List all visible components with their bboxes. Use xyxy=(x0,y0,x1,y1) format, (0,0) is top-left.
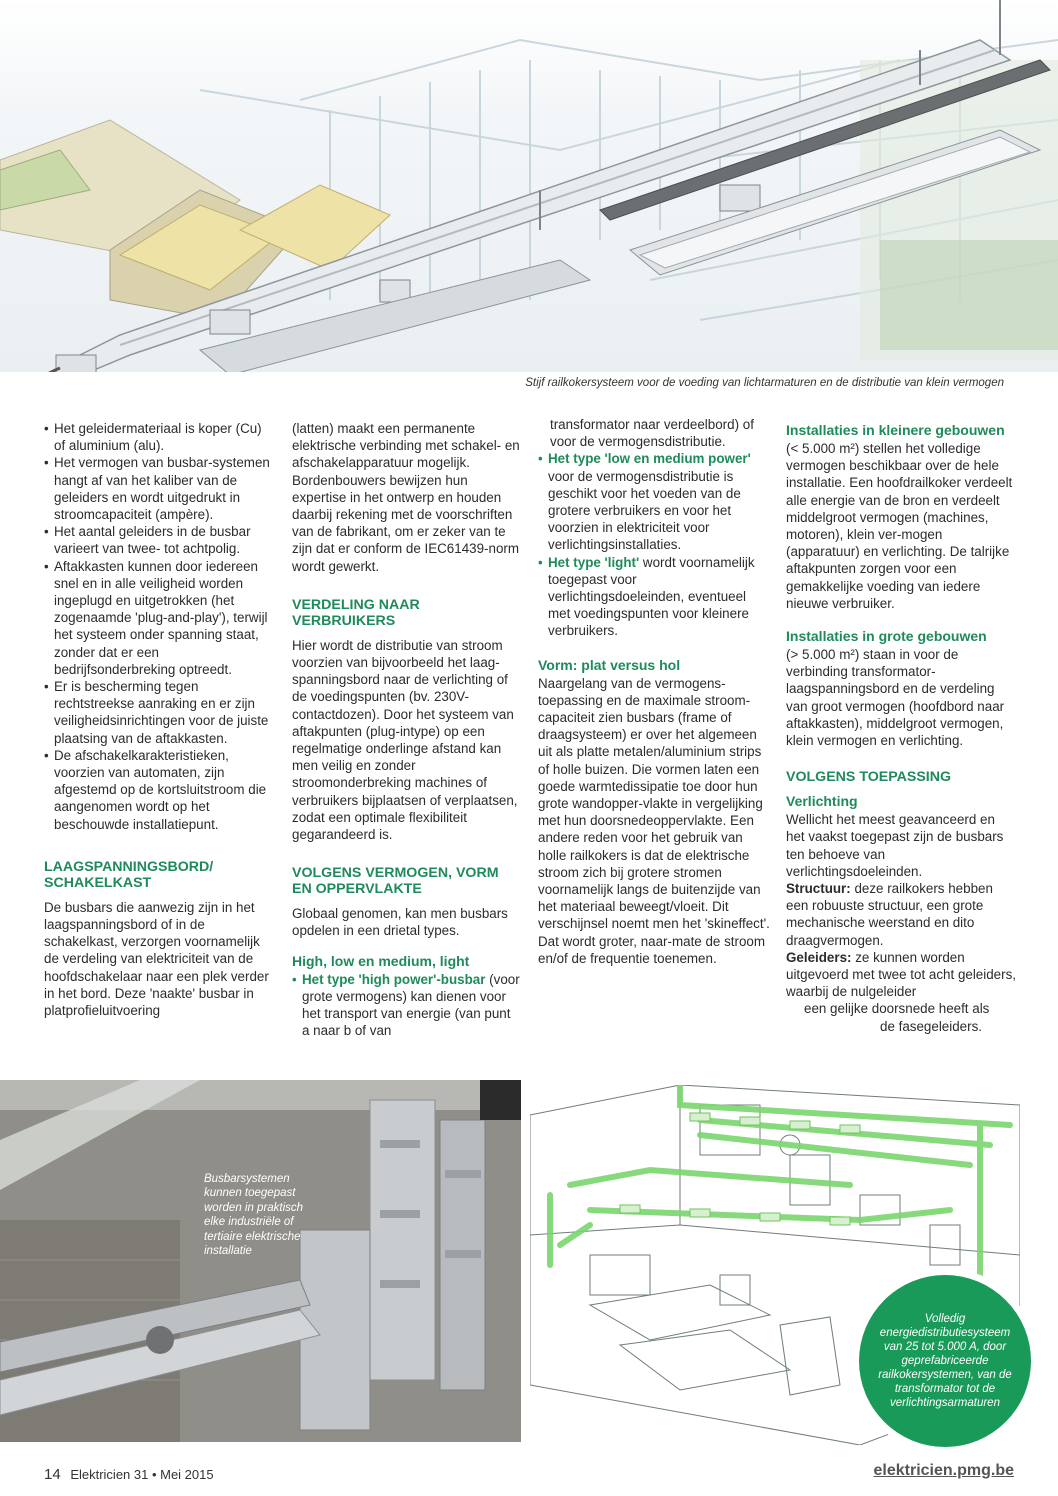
section-heading: VOLGENS VERMOGEN, VORM EN OPPERVLAKTE xyxy=(292,865,499,898)
paragraph: (< 5.000 m²) stellen het volledige vermogen beschikbaar over de hele installatie. Een hoofdrailkoker verdeelt alle energie van de bron en verdeelt middelgroot vermogen (machines, motoren), klein ver-mogen (apparatuur) en verlichting. De talrijke aftakpunten zorgen voor een gemakkelijke voeding van iedere nieuwe verbruiker. xyxy=(786,441,1013,611)
paragraph-line: een gelijke doorsnede heeft als xyxy=(804,1001,990,1017)
list-item xyxy=(538,450,770,553)
issue-label: Elektricien 31 • Mei 2015 xyxy=(70,1467,214,1482)
subheading: Installaties in grote gebouwen xyxy=(786,628,987,645)
busbar-lighting-illustration xyxy=(0,0,1058,372)
page-number: 14 xyxy=(44,1466,61,1483)
paragraph: De busbars die aanwezig zijn in het laagspanningsbord of in de schakelkast, verzorgen voornamelijk de verdeling van elektriciteit van de hoofdschakelaar naar een plek verder in het bord. Deze 'naakte' busbar in platprofieluitvoering xyxy=(44,899,269,1019)
conductors-text: ze kunnen worden uitgevoerd met twee tot acht geleiders, waarbij de nulgeleider xyxy=(786,949,1017,1000)
type-label: Het type 'light' xyxy=(548,554,640,570)
paragraph: transformator naar verdeelbord) of voor de vermogensdistributie. xyxy=(550,417,754,450)
hero-illustration xyxy=(0,0,1058,372)
subheading: Verlichting xyxy=(786,793,858,810)
diagram-badge xyxy=(852,1268,1038,1454)
list-item xyxy=(538,554,770,640)
paragraph: (latten) maakt een permanente elektrische verbinding met schakel- en afschakelapparatuur mogelijk. Bordenbouwers bewijzen hun expertise in het ontwerp en houden daarbij rekening met de voorschriften van de fabrikant, om er zeker van te zijn dat er conform de IEC61439-norm wordt gewerkt. xyxy=(292,421,520,574)
section-heading: VERDELING NAAR VERBRUIKERS xyxy=(292,596,420,629)
list-item xyxy=(292,971,520,1040)
paragraph-line: de fasegeleiders. xyxy=(880,1018,982,1034)
busbar-installation-photo xyxy=(0,1080,521,1442)
section-heading: VOLGENS TOEPASSING xyxy=(786,769,952,786)
column-1 xyxy=(44,420,272,1019)
type-label: Het type 'high power'-busbar xyxy=(302,971,486,987)
structure-label: Structuur: xyxy=(786,881,851,897)
badge-text: Volledig energiedistributiesysteem van 25 tot 5.000 A, door geprefabriceerde railkokersystemen, van de transformator tot de verlichtingsarmaturen xyxy=(878,1313,1012,1409)
subheading: Installaties in kleinere gebouwen xyxy=(786,422,1005,438)
badge-circle xyxy=(859,1275,1031,1447)
type-label: Het type 'low en medium power' xyxy=(548,451,751,467)
type-text: (voor grote vermogens) kan dienen voor het transport van energie (van punt a naar b of van xyxy=(302,971,520,1039)
structure-text: deze railkokers hebben een robuuste structuur, een grote mechanische weerstand en dito draagvermogen. xyxy=(786,881,993,948)
paragraph: Naargelang van de vermogens-toepassing en de maximale stroom-capaciteit zien busbars (frame of draagsysteem) er over het algemeen uit als platte metalen/aluminium strips of holle buizen. Die vormen laten een goede warmtedissipatie toe door hun grote wandopper-vlakte in vergelijking met hun doorsnedeoppervlakte. Een andere reden voor het gebruik van holle railkokers is dat de elektrische stroom zich bij grotere stromen voornamelijk langs de buitenzijde van het materiaal beweegt/vloeit. Dit verschijnsel noemt men het 'skineffect'. Dat wordt groter, naar-mate de stroom en/of de frequentie toenemen. xyxy=(538,675,770,966)
paragraph xyxy=(786,949,1016,1001)
paragraph: Globaal genomen, kan men busbars opdelen in een drietal types. xyxy=(292,906,508,939)
paragraph: Wellicht het meest geavanceerd en het vaakst toegepast zijn de busbars ten behoeve van verlichtingsdoeleinden. xyxy=(786,812,1004,879)
type-list xyxy=(538,450,770,639)
photo-caption: Busbarsystemen kunnen toegepast worden in praktisch elke industriële of tertiaire elektrische installatie xyxy=(204,1173,304,1258)
type-text: wordt voornamelijk toegepast voor verlichtingsdoeleinden, eventueel met voedingspunten voor kleinere verbruikers. xyxy=(548,554,755,639)
footer-left xyxy=(44,1466,214,1483)
busbar-photo xyxy=(0,1080,521,1442)
column-3 xyxy=(538,416,770,967)
section-heading: LAAGSPANNINGSBORD/ SCHAKELKAST xyxy=(44,858,214,891)
list-item: • De afschakelkarakteristieken, voorzien van automaten, zijn afgestemd op de kortsluitstroom die aangenomen wordt op het beschouwde installatiepunt. xyxy=(44,747,272,833)
column-2 xyxy=(292,420,520,1039)
website-link[interactable]: elektricien.pmg.be xyxy=(873,1462,1014,1479)
list-item: • Er is bescherming tegen rechtstreekse aanraking en er zijn veiligheidsinrichtingen voor de juiste plaatsing van de aftakkasten. xyxy=(44,678,272,747)
list-item: • Aftakkasten kunnen door iedereen snel en in alle veiligheid worden ingeplugd en uitgetrokken (het zogenaamde 'plug-and-play'), terwijl het systeem onder spanning staat, zonder dat er een bedrijfsonderbreking optreedt. xyxy=(44,558,272,678)
paragraph xyxy=(786,880,1016,949)
column-4 xyxy=(786,422,1016,1035)
paragraph: (> 5.000 m²) staan in voor de verbinding transformator-laagspanningsbord en de verdeling van groot vermogen (hoofdbord naar aftakkasten), middelgroot vermogen, klein vermogen en verlichting. xyxy=(786,647,1005,749)
type-text: voor de vermogensdistributie is geschikt voor het voeden van de grotere verbruikers en voor het voorzien in elektriciteit voor verlichtingsinstallaties. xyxy=(548,468,741,553)
list-item: • Het geleidermateriaal is koper (Cu) of aluminium (alu). xyxy=(44,420,272,454)
subheading: High, low en medium, light xyxy=(292,952,470,969)
subheading: Vorm: plat versus hol xyxy=(538,656,681,673)
hero-caption: Stijf railkokersysteem voor de voeding van lichtarmaturen en de distributie van klein vermogen xyxy=(525,377,1004,389)
type-list xyxy=(292,971,520,1040)
conductors-label: Geleiders: xyxy=(786,949,852,965)
feature-list xyxy=(44,420,272,833)
paragraph: Hier wordt de distributie van stroom voorzien van bijvoorbeeld het laag-spanningsbord naar de verlichting of de voedingspunten (bv. 230V-contactdozen). Door het systeem van aftakpunten (plug-intype) op een regelmatige onderlinge afstand kan men veilig en zonder stroomonderbreking machines of verbruikers bijplaatsen of verplaatsen, zodat een optimale flexibiliteit gegarandeerd is. xyxy=(292,637,518,843)
list-item: • Het vermogen van busbar-systemen hangt af van het kaliber van de geleiders en wordt uitgedrukt in stroomcapaciteit (ampère). xyxy=(44,454,272,523)
list-item: • Het aantal geleiders in de busbar varieert van twee- tot achtpolig. xyxy=(44,523,272,557)
